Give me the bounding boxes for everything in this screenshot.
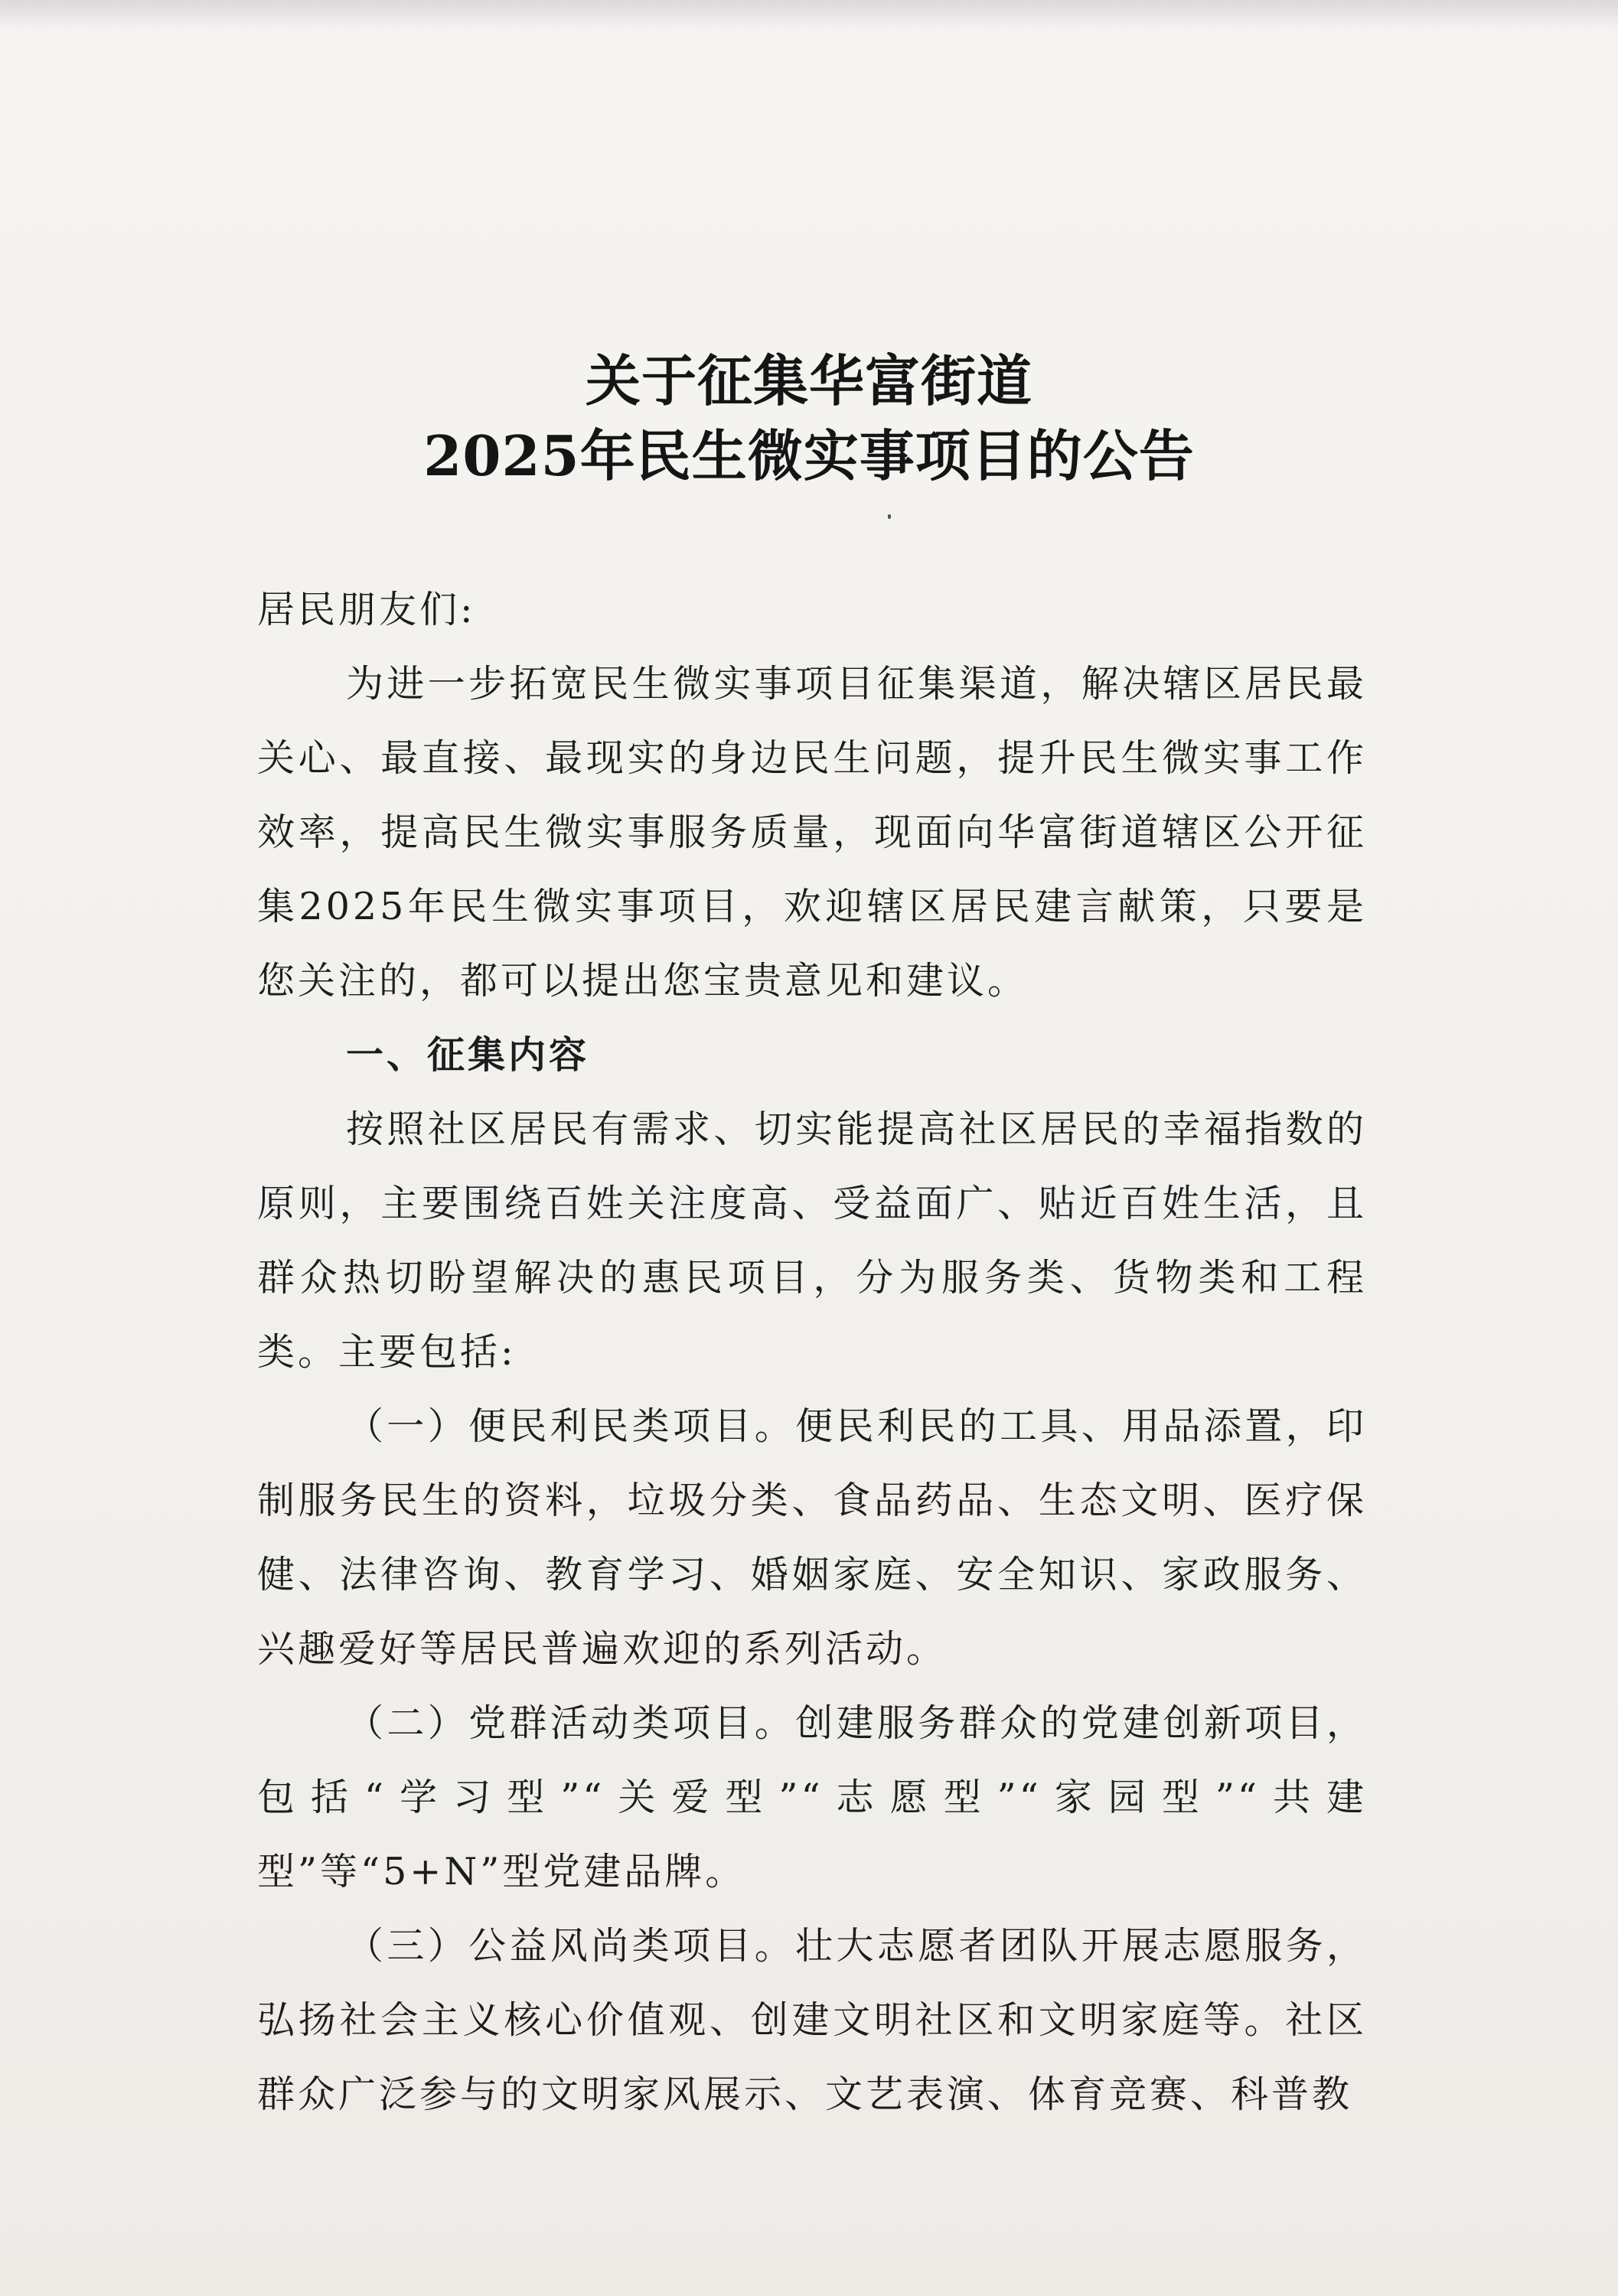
section-paragraph: 按照社区居民有需求、切实能提高社区居民的幸福指数的原则，主要围绕百姓关注度高、受益面广、贴近百姓生活，且群众热切盼望解决的惠民项目，分为服务类、货物类和工程类。主要包括: (257, 1107, 1367, 1374)
item-public-welfare: （三）公益风尚类项目。壮大志愿者团队开展志愿服务，弘扬社会主义核心价值观、创建文明社区和文明家庭等。社区群众广泛参与的文明家风展示、文艺表演、体育竞赛、科普教 (257, 1924, 1367, 2116)
document-body (257, 572, 1367, 2131)
item-convenience: （一）便民利民类项目。便民利民的工具、用品添置，印制服务民生的资料，垃圾分类、食品药品、生态文明、医疗保健、法律咨询、教育学习、婚姻家庭、安全知识、家政服务、兴趣爱好等居民普遍欢迎的系列活动。 (257, 1404, 1367, 1671)
intro-paragraph: 为进一步拓宽民生微实事项目征集渠道，解决辖区居民最关心、最直接、最现实的身边民生问题，提升民生微实事工作效率，提高民生微实事服务质量，现面向华富街道辖区公开征集2025年民生微实事项目，欢迎辖区居民建言献策，只要是您关注的，都可以提出您宝贵意见和建议。 (257, 662, 1367, 1003)
scan-speck (888, 514, 891, 519)
title-line-2: 2025年民生微实事项目的公告 (423, 423, 1195, 488)
item-party-activities: （二）党群活动类项目。创建服务群众的党建创新项目，包括“学习型”“关爱型”“志愿型”“家园型”“共建型”等“5+N”型党建品牌。 (257, 1701, 1367, 1893)
scan-shadow (0, 0, 1618, 31)
section-heading: 一、征集内容 (346, 1033, 590, 1077)
salutation: 居民朋友们: (257, 588, 476, 631)
title-line-1: 关于征集华富街道 (585, 348, 1032, 413)
